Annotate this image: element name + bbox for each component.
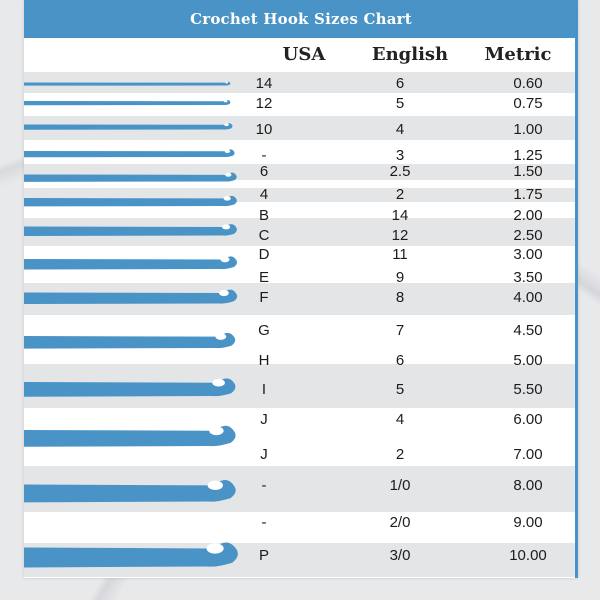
cell-metric: 6.00 [513, 411, 543, 428]
cell-metric: 1.00 [513, 121, 543, 138]
cell-usa: P [258, 547, 269, 564]
header-metric: Metric [484, 44, 552, 65]
cell-metric: 3.50 [513, 269, 543, 286]
cell-english: 2.5 [389, 163, 411, 180]
cell-metric: 10.00 [509, 547, 547, 564]
cell-usa: 6 [259, 163, 269, 180]
chart-title: Crochet Hook Sizes Chart [190, 10, 412, 28]
cell-usa: J [260, 446, 268, 463]
cell-metric: 0.60 [513, 75, 543, 92]
cell-usa: E [258, 269, 269, 286]
cell-english: 2/0 [389, 514, 411, 531]
cell-english: 9 [395, 269, 405, 286]
cell-english: 2 [395, 186, 405, 203]
cell-metric: 1.75 [513, 186, 543, 203]
cell-usa: F [259, 289, 269, 306]
cell-english: 8 [395, 289, 405, 306]
cell-metric: 4.50 [513, 322, 543, 339]
header-english: English [371, 44, 449, 65]
cell-english: 3/0 [389, 547, 411, 564]
cell-usa: D [258, 246, 270, 263]
cell-usa: 14 [255, 75, 273, 92]
hook-3 [24, 149, 235, 157]
card-border [575, 0, 578, 578]
cell-english: 7 [395, 322, 405, 339]
cell-english: 4 [395, 121, 405, 138]
hook-2 [24, 123, 233, 130]
header-usa: USA [282, 44, 326, 65]
cell-metric: 4.00 [513, 289, 543, 306]
cell-usa: 10 [255, 121, 273, 138]
cell-usa: H [258, 352, 270, 369]
cell-metric: 9.00 [513, 514, 543, 531]
cell-usa: I [261, 381, 267, 398]
cell-english: 11 [392, 246, 408, 263]
cell-usa: G [258, 322, 270, 339]
cell-metric: 2.50 [513, 227, 543, 244]
cell-metric: 1.25 [513, 147, 543, 164]
cell-metric: 0.75 [513, 95, 543, 112]
cell-usa: J [260, 411, 268, 428]
cell-english: 3 [395, 147, 405, 164]
cell-english: 5 [395, 381, 405, 398]
cell-english: 6 [395, 352, 405, 369]
cell-metric: 5.00 [513, 352, 543, 369]
cell-usa: C [258, 227, 270, 244]
cell-english: 5 [395, 95, 405, 112]
hook-11 [24, 426, 236, 447]
chart-card [24, 0, 578, 578]
cell-english: 4 [395, 411, 405, 428]
hook-1 [24, 100, 230, 105]
cell-english: 1/0 [389, 477, 411, 494]
cell-english: 2 [395, 446, 405, 463]
cell-metric: 7.00 [513, 446, 543, 463]
hook-0 [24, 82, 230, 86]
cell-usa: - [261, 514, 267, 531]
cell-english: 14 [391, 207, 409, 224]
cell-metric: 5.50 [513, 381, 543, 398]
cell-english: 6 [395, 75, 405, 92]
cell-usa: 12 [255, 95, 273, 112]
cell-usa: 4 [259, 186, 269, 203]
cell-usa: - [261, 477, 267, 494]
cell-metric: 3.00 [513, 246, 543, 263]
cell-metric: 2.00 [513, 207, 543, 224]
cell-metric: 1.50 [513, 163, 543, 180]
cell-usa: - [261, 147, 267, 164]
cell-english: 12 [391, 227, 409, 244]
cell-metric: 8.00 [513, 477, 543, 494]
cell-usa: B [258, 207, 269, 224]
